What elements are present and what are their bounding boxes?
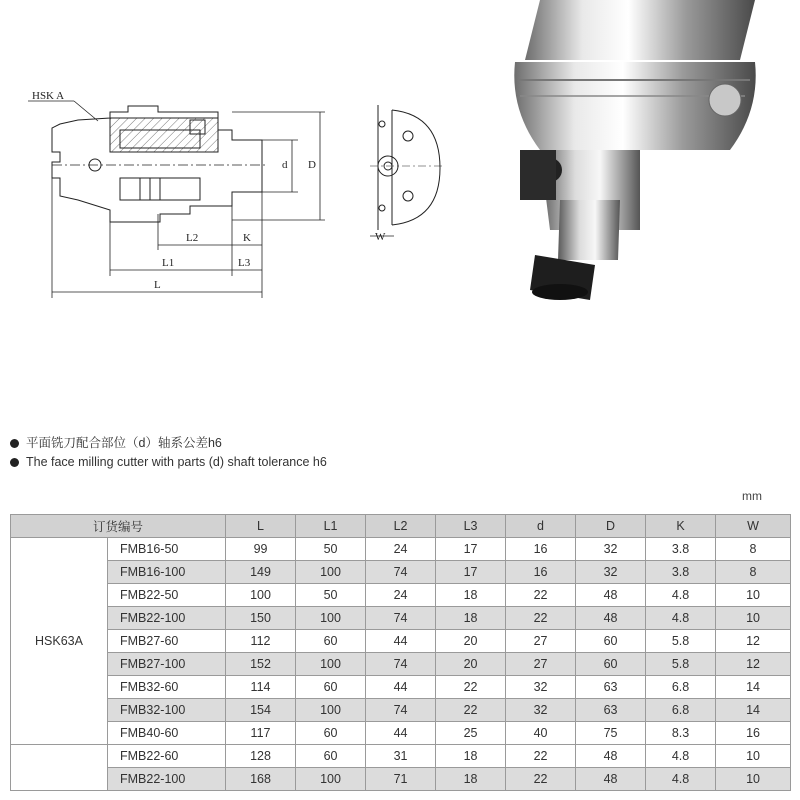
value-cell-d: 27 [506,630,576,653]
value-cell-L3: 22 [436,676,506,699]
value-cell-L1: 100 [296,653,366,676]
value-cell-W: 10 [716,584,791,607]
dim-d-label: d [282,159,288,171]
value-cell-W: 10 [716,768,791,791]
value-cell-L2: 44 [366,676,436,699]
value-cell-D: 60 [576,630,646,653]
value-cell-K: 5.8 [646,630,716,653]
table-row [11,630,791,653]
value-cell-L3: 18 [436,607,506,630]
value-cell-D: 48 [576,584,646,607]
value-cell-L: 154 [226,699,296,722]
value-cell-D: 48 [576,745,646,768]
value-cell-L1: 50 [296,584,366,607]
dim-L1-label: L1 [162,257,175,269]
value-cell-L1: 60 [296,676,366,699]
value-cell-L2: 44 [366,722,436,745]
model-cell: FMB22-100 [108,607,226,630]
value-cell-L: 128 [226,745,296,768]
column-header: d [506,515,576,538]
value-cell-W: 16 [716,722,791,745]
value-cell-L1: 100 [296,561,366,584]
value-cell-L2: 74 [366,607,436,630]
value-cell-L: 117 [226,722,296,745]
value-cell-L1: 100 [296,768,366,791]
dim-D-label: D [308,159,316,171]
value-cell-W: 8 [716,538,791,561]
notes [10,434,327,472]
value-cell-W: 8 [716,561,791,584]
column-header: D [576,515,646,538]
column-header: L [226,515,296,538]
table-row [11,745,791,768]
table-row [11,722,791,745]
dim-L-label: L [154,279,161,291]
value-cell-L1: 100 [296,607,366,630]
value-cell-K: 4.8 [646,607,716,630]
model-cell: FMB27-60 [108,630,226,653]
value-cell-L2: 74 [366,653,436,676]
table-row [11,538,791,561]
value-cell-d: 22 [506,745,576,768]
value-cell-L2: 24 [366,584,436,607]
value-cell-d: 40 [506,722,576,745]
value-cell-L2: 44 [366,630,436,653]
value-cell-W: 12 [716,630,791,653]
model-cell: FMB32-60 [108,676,226,699]
value-cell-D: 48 [576,607,646,630]
value-cell-d: 16 [506,538,576,561]
value-cell-L1: 100 [296,699,366,722]
column-header: K [646,515,716,538]
tool-body-section [52,106,265,222]
value-cell-K: 8.3 [646,722,716,745]
table-row [11,653,791,676]
value-cell-K: 3.8 [646,561,716,584]
value-cell-d: 16 [506,561,576,584]
value-cell-d: 22 [506,607,576,630]
model-cell: FMB22-50 [108,584,226,607]
dim-L2-label: L2 [186,232,199,244]
value-cell-L: 114 [226,676,296,699]
column-header: L3 [436,515,506,538]
value-cell-D: 63 [576,699,646,722]
value-cell-L3: 22 [436,699,506,722]
value-cell-L2: 74 [366,699,436,722]
table-row [11,768,791,791]
table-row [11,607,791,630]
value-cell-L1: 60 [296,630,366,653]
note-en [10,453,327,472]
value-cell-K: 5.8 [646,653,716,676]
value-cell-D: 32 [576,561,646,584]
group-cell: HSK63A [11,538,108,745]
technical-drawing [0,0,460,310]
column-header: L1 [296,515,366,538]
table-header-row [11,515,791,538]
bullet-icon [10,439,19,448]
spec-table [10,514,791,791]
table-row [11,699,791,722]
dim-W-label: W [375,231,386,243]
model-cell: FMB22-60 [108,745,226,768]
value-cell-L3: 18 [436,768,506,791]
value-cell-d: 32 [506,699,576,722]
table-row [11,676,791,699]
value-cell-d: 27 [506,653,576,676]
value-cell-L3: 17 [436,538,506,561]
value-cell-W: 14 [716,676,791,699]
table-row [11,584,791,607]
value-cell-d: 22 [506,584,576,607]
value-cell-L3: 20 [436,653,506,676]
value-cell-D: 60 [576,653,646,676]
value-cell-L: 149 [226,561,296,584]
dim-L3-label: L3 [238,257,251,269]
value-cell-D: 75 [576,722,646,745]
group-cell [11,745,108,791]
value-cell-L3: 18 [436,745,506,768]
value-cell-K: 4.8 [646,584,716,607]
tool-holder-photo [500,0,800,320]
value-cell-L: 112 [226,630,296,653]
value-cell-L: 100 [226,584,296,607]
model-cell: FMB40-60 [108,722,226,745]
value-cell-L: 99 [226,538,296,561]
column-header: W [716,515,791,538]
unit-label: mm [742,489,762,503]
value-cell-K: 3.8 [646,538,716,561]
note-cn [10,434,327,453]
bullet-icon [10,458,19,467]
value-cell-W: 10 [716,607,791,630]
value-cell-K: 4.8 [646,745,716,768]
value-cell-W: 10 [716,745,791,768]
value-cell-D: 63 [576,676,646,699]
model-cell: FMB32-100 [108,699,226,722]
value-cell-d: 32 [506,676,576,699]
value-cell-L3: 20 [436,630,506,653]
side-view [370,105,445,236]
model-cell: FMB16-50 [108,538,226,561]
value-cell-L1: 60 [296,745,366,768]
value-cell-L2: 74 [366,561,436,584]
table-row [11,561,791,584]
value-cell-L2: 71 [366,768,436,791]
value-cell-D: 32 [576,538,646,561]
value-cell-D: 48 [576,768,646,791]
value-cell-L2: 24 [366,538,436,561]
value-cell-L2: 31 [366,745,436,768]
note-en-text: The face milling cutter with parts (d) shaft tolerance h6 [26,455,327,469]
value-cell-L: 168 [226,768,296,791]
value-cell-d: 22 [506,768,576,791]
column-header: 订货编号 [11,515,226,538]
value-cell-K: 4.8 [646,768,716,791]
dim-K-label: K [243,232,251,244]
value-cell-L1: 50 [296,538,366,561]
value-cell-W: 14 [716,699,791,722]
value-cell-L3: 18 [436,584,506,607]
note-cn-text: 平面铣刀配合部位（d）轴系公差h6 [26,436,222,450]
model-cell: FMB16-100 [108,561,226,584]
value-cell-L3: 25 [436,722,506,745]
hsk-label: HSK A [32,90,65,102]
column-header: L2 [366,515,436,538]
value-cell-K: 6.8 [646,699,716,722]
model-cell: FMB27-100 [108,653,226,676]
value-cell-L1: 60 [296,722,366,745]
value-cell-L3: 17 [436,561,506,584]
value-cell-L: 150 [226,607,296,630]
value-cell-K: 6.8 [646,676,716,699]
model-cell: FMB22-100 [108,768,226,791]
value-cell-W: 12 [716,653,791,676]
value-cell-L: 152 [226,653,296,676]
